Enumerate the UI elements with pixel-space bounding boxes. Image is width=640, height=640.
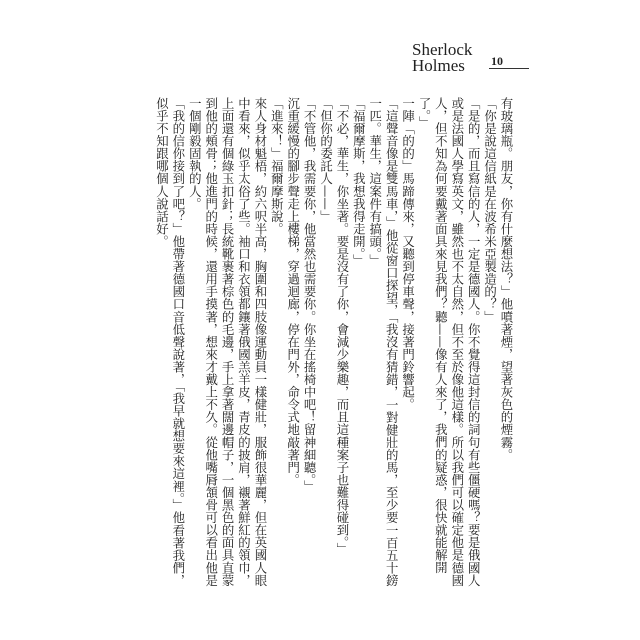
paragraph: 「是的，而且寫信的人，一定是德國人。你不覺得這封信的詞句有些僵硬嗎？要是俄國人或是法國人學寫英文，雖然也不太自然，但不至於像他這樣。所以我們可以確定他是德國人，但不知為何要戴著面具來見我們？聽——像有人來了，我們的疑惑，很快就能解開了。」 <box>416 97 482 587</box>
paragraph: 「我的信你接到了吧？」他帶著德國口音低聲說著，「我早就想要來這裡。」他看著我們，似乎不知跟哪個人說話好。 <box>154 97 186 587</box>
paragraph: 有玻璃瓶。朋友，你有什麼想法？」他噴著煙，望著灰色的煙霧。 <box>499 97 514 461</box>
page-number: 10 <box>491 54 503 68</box>
paragraph: 「福爾摩斯，我想我得走開。」 <box>351 97 367 267</box>
header-title-line2: Holmes <box>412 56 465 75</box>
paragraph: 來人身材魁梧，約六呎半高，胸圍和四肢像運動員一樣健壯，服飾很華麗，但在英國人眼中看來，似乎太俗了些。袖口和衣領都鑲著俄國羔羊皮，青皮的披肩，襯著鮮紅的領巾，上面還有個綠玉扣針；長統靴裹著棕色的毛邊，手上拿著闊邊帽子，一個黑色的面具直蒙到他的頰骨；他進門的時候，還用手摸著，想來才戴上不久。從他嘴脣頷骨可以看出他是一個剛毅固執的人。 <box>187 97 268 587</box>
paragraph: 「這聲音像是雙馬車，」他從窗口探望，「我沒有猜錯，一對健壯的馬，至少要一百五十鎊一匹。華生，這案件有搞頭。」 <box>367 97 400 587</box>
paragraph: 沉重緩慢的腳步聲走上樓梯，穿過迴廊，停在門外，命令式地敲著門。 <box>285 97 301 487</box>
paragraph: 「你是說這信紙是在波希米亞製造的？」 <box>482 97 498 323</box>
running-header-title <box>412 42 472 74</box>
paragraph: 「不管他，我需要你，他當然也需要你。你坐在搖椅中吧！留神細聽。」 <box>302 97 318 493</box>
paragraph: 「進來！」福爾摩斯說。 <box>269 97 285 236</box>
paragraph: 「不必，華生，你坐著。要是沒有了你，會減少樂趣，而且這種案子也難得碰到。」 <box>334 97 350 556</box>
vertical-text-body <box>114 97 514 597</box>
header-rule <box>489 68 529 69</box>
paragraph: 「但你的委託人——」 <box>318 97 334 223</box>
paragraph: 一陣「的的」馬蹄傳來，又聽到停車聲，接著門鈴響起。 <box>400 97 416 411</box>
header-title-line1: Sherlock <box>412 40 473 59</box>
